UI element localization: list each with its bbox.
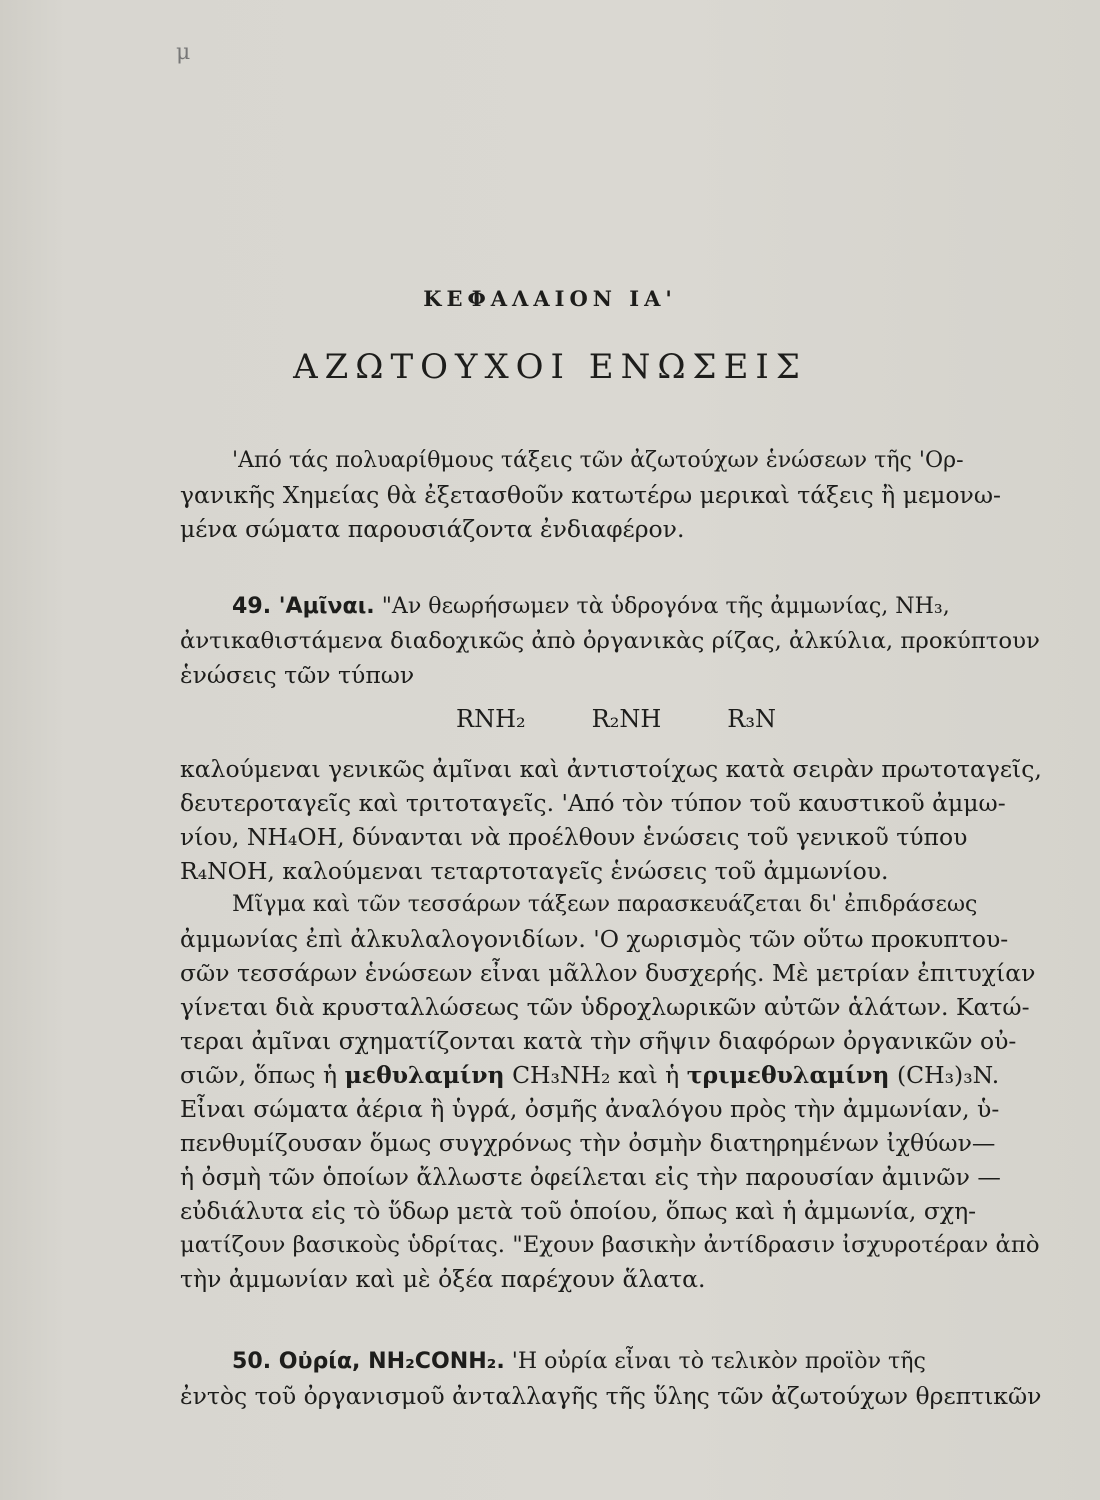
text-span: CH₃NH₂ καὶ ἡ <box>504 1061 687 1089</box>
section-49-continued <box>180 752 1040 1296</box>
text-line: ἡ ὀσμὴ τῶν ὁποίων ἄλλωστε ὀφείλεται εἰς τὴν παρουσίαν ἀμινῶν — <box>180 1163 1001 1191</box>
text-line: εὐδιάλυτα εἰς τὸ ὕδωρ μετὰ τοῦ ὁποίου, ὅπως καὶ ἡ ἀμμωνία, σχη- <box>180 1197 977 1225</box>
text-line: ἀμμωνίας ἐπὶ ἀλκυλαλογονιδίων. 'Ο χωρισμὸς τῶν οὕτω προκυπτου- <box>180 925 1009 953</box>
text-line: γανικῆς Χημείας θὰ ἐξετασθοῦν κατωτέρω μερικαὶ τάξεις ἢ μεμονω- <box>180 481 1001 509</box>
chapter-title: ΑΖΩΤΟΥΧΟΙ ΕΝΩΣΕΙΣ <box>293 347 807 387</box>
text-span: (CH₃)₃N. <box>889 1061 1000 1089</box>
section-heading: 49. 'Αμῖναι. <box>232 594 375 619</box>
section-49-paragraph <box>180 590 1040 692</box>
text-line <box>180 590 1040 624</box>
text-span: σιῶν, ὅπως ἡ <box>180 1061 345 1089</box>
text-line <box>180 1058 1040 1092</box>
text-line: γίνεται διὰ κρυσταλλώσεως τῶν ὑδροχλωρικῶν αὐτῶν ἁλάτων. Κατώ- <box>180 993 1030 1021</box>
text-line: σῶν τεσσάρων ἑνώσεων εἶναι μᾶλλον δυσχερής. Μὲ μετρίαν ἐπιτυχίαν <box>180 959 1036 987</box>
amine-formulas <box>456 705 776 733</box>
formula-primary: RNH₂ <box>456 705 526 733</box>
text-line: καλούμεναι γενικῶς ἀμῖναι καὶ ἀντιστοίχως κατὰ σειρὰν πρωτοταγεῖς, <box>180 755 1042 783</box>
text-line: 'Από τάς πολυαρίθμους τάξεις τῶν ἀζωτούχων ἑνώσεων τῆς 'Ορ- <box>232 448 964 473</box>
text-span: 'Η οὐρία εἶναι τὸ τελικὸν προϊὸν τῆς <box>511 1349 926 1374</box>
text-line: ματίζουν βασικοὺς ὑδρίτας. "Εχουν βασικὴν ἀντίδρασιν ἰσχυροτέραν ἀπὸ <box>180 1232 1040 1258</box>
text-line: Εἶναι σώματα ἀέρια ἢ ὑγρά, ὀσμῆς ἀναλόγου πρὸς τὴν ἀμμωνίαν, ὑ- <box>180 1095 1000 1123</box>
text-line: Μῖγμα καὶ τῶν τεσσάρων τάξεων παρασκευάζεται δι' ἐπιδράσεως <box>232 892 978 917</box>
formula-secondary: R₂NH <box>591 705 662 733</box>
text-line: δευτεροταγεῖς καὶ τριτοταγεῖς. 'Από τὸν τύπον τοῦ καυστικοῦ ἀμμω- <box>180 789 1006 817</box>
text-line: πενθυμίζουσαν ὅμως συγχρόνως τὴν ὀσμὴν διατηρημένων ἰχθύων— <box>180 1129 996 1157</box>
formula-tertiary: R₃N <box>727 705 776 733</box>
text-line: τεραι ἀμῖναι σχηματίζονται κατὰ τὴν σῆψιν διαφόρων ὀργανικῶν οὐ- <box>180 1027 1017 1055</box>
text-line <box>180 1345 1040 1379</box>
term-trimethylamine: τριμεθυλαμίνη <box>686 1061 890 1089</box>
text-line: μένα σώματα παρουσιάζοντα ἐνδιαφέρον. <box>180 515 685 543</box>
text-line: ἐντὸς τοῦ ὀργανισμοῦ ἀνταλλαγῆς τῆς ὕλης τῶν ἀζωτούχων θρεπτικῶν <box>180 1382 1042 1410</box>
text-line: νίου, NH₄OH, δύνανται νὰ προέλθουν ἑνώσεις τοῦ γενικοῦ τύπου <box>180 823 968 851</box>
text-line: ἑνώσεις τῶν τύπων <box>180 661 415 689</box>
text-span: "Αν θεωρήσωμεν τὰ ὑδρογόνα τῆς ἀμμωνίας, NH₃, <box>381 594 950 619</box>
text-line: ἀντικαθιστάμενα διαδοχικῶς ἀπὸ ὀργανικὰς ρίζας, ἀλκύλια, προκύπτουν <box>180 628 1040 654</box>
text-line: τὴν ἀμμωνίαν καὶ μὲ ὀξέα παρέχουν ἅλατα. <box>180 1265 706 1293</box>
section-heading: 50. Οὐρία, NH₂CONH₂. <box>232 1349 505 1374</box>
term-methylamine: μεθυλαμίνη <box>344 1061 505 1089</box>
margin-mark: μ <box>176 40 191 65</box>
intro-paragraph <box>180 444 1040 546</box>
section-50-paragraph <box>180 1345 1040 1413</box>
chapter-label: ΚΕΦΑΛΑΙΟΝ ΙΑ' <box>423 286 677 311</box>
text-line: R₄NOH, καλούμεναι τεταρτοταγεῖς ἑνώσεις τοῦ ἀμμωνίου. <box>180 857 889 885</box>
